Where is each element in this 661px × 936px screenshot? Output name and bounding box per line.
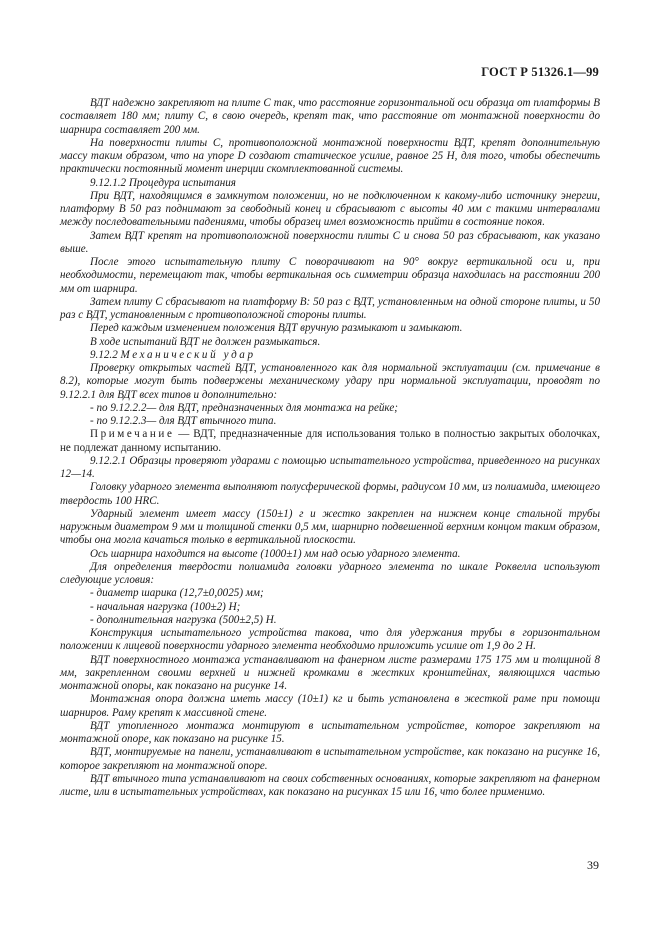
standard-header: ГОСТ Р 51326.1—99 [481, 65, 599, 79]
list-item: - дополнительная нагрузка (500±2,5) Н. [90, 613, 277, 626]
paragraph: Ось шарнира находится на высоте (1000±1) мм над осью ударного элемента. [90, 547, 461, 560]
section-heading [60, 349, 600, 362]
paragraph: Головку ударного элемента выполняют полусферической формы, радиусом 10 мм, из полиамида, имеющего твердость 100 HRC. [60, 481, 600, 507]
paragraph: На поверхности плиты С, противоположной монтажной поверхности ВДТ, крепят дополнительную массу таким образом, что на упоре D создают статическое усилие, равное 25 Н, для того, чтобы обеспечить практически постоянный момент инерции скомплектованной системы. [60, 136, 600, 176]
section-number: 9.12.2 [90, 348, 118, 361]
list-item: - по 9.12.2.3— для ВДТ втычного типа. [90, 415, 277, 427]
paragraph: В ходе испытаний ВДТ не должен размыкаться. [90, 335, 321, 348]
paragraph: При ВДТ, находящимся в замкнутом положении, но не подключенном к какому-либо источнику энергии, платформу В 50 раз поднимают за свободный конец и сбрасывают с высоты 40 мм с такими интервалами между последовательными падениями, чтобы образец имел возможность прийти в состояние покоя. [60, 189, 600, 229]
paragraph: Монтажная опора должна иметь массу (10±1) кг и быть установлена в жесткой раме при помощи шарниров. Раму крепят к массивной стене. [60, 693, 600, 719]
paragraph: Затем плиту С сбрасывают на платформу В: 50 раз с ВДТ, установленным на одной стороне плиты, и 50 раз с ВДТ, установленным с противоположной стороны плиты. [60, 295, 600, 321]
note-label: Примечание [90, 428, 175, 441]
note [60, 428, 600, 455]
paragraph: ВДТ, монтируемые на панели, устанавливают в испытательном устройстве, как показано на рисунке 16, которое закрепляют на монтажной опоре. [60, 746, 600, 772]
paragraph: После этого испытательную плиту С поворачивают на 90° вокруг вертикальной оси и, при необходимости, перемещают так, чтобы вертикальная ось симметрии образца находилась на расстоянии 200 мм от шарнира. [60, 256, 600, 295]
subsection-heading: 9.12.1.2 Процедура испытания [90, 176, 236, 189]
document-body [60, 97, 600, 799]
page-number: 39 [587, 858, 599, 872]
list-item: - начальная нагрузка (100±2) Н; [90, 600, 241, 613]
list-item: - диаметр шарика (12,7±0,0025) мм; [90, 587, 264, 600]
paragraph: ВДТ втычного типа устанавливают на своих собственных основаниях, которые закрепляют на фанерном листе, или в испытательных устройствах, как показано на рисунках 15 или 16, что более применимо. [60, 772, 600, 798]
paragraph: 9.12.2.1 Образцы проверяют ударами с помощью испытательного устройства, приведенного на рисунках 12—14. [60, 454, 600, 480]
note-text: — ВДТ, предназначенные для использования только в полностью закрытых оболочках, не подлежат данному испытанию. [60, 428, 600, 454]
paragraph: Ударный элемент имеет массу (150±1) г и жестко закреплен на нижнем конце стальной трубы наружным диаметром 9 мм и толщиной стенки 0,5 мм, шарнирно подвешенной верхним концом таким образом, чтобы она могла качаться только в вертикальной плоскости. [60, 507, 600, 547]
list-item: - по 9.12.2.2— для ВДТ, предназначенных для монтажа на рейке; [90, 401, 398, 414]
paragraph: ВДТ поверхностного монтажа устанавливают на фанерном листе размерами 175 175 мм и толщиной 8 мм, закрепленном своими верхней и нижней кромками в жестких кронштейнах, являющихся частью монтажной опоры, как показано на рисунке 14. [60, 653, 600, 692]
paragraph: Затем ВДТ крепят на противоположной поверхности плиты С и снова 50 раз сбрасывают, как указано выше. [60, 229, 600, 255]
paragraph: ВДТ надежно закрепляют на плите С так, что расстояние горизонтальной оси образца от платформы В составляет 180 мм; плиту С, в свою очередь, крепят так, что расстояние от монтажной поверхности до шарнира составляет 200 мм. [60, 97, 600, 136]
paragraph: ВДТ утопленного монтажа монтируют в испытательном устройстве, которое закрепляют на монтажной опоре, как показано на рисунке 15. [60, 719, 600, 745]
paragraph: Конструкция испытательного устройства такова, что для удержания трубы в горизонтальном положении к лицевой поверхности ударного элемента необходимо приложить усилие от 1,9 до 2 Н. [60, 627, 600, 653]
section-title: Механический удар [120, 348, 256, 361]
paragraph: Проверку открытых частей ВДТ, установленного как для нормальной эксплуатации (см. примечание в 8.2), которые могут быть подвержены механическому удару при нормальной эксплуатации, проводят по 9.12.2.1 для ВДТ всех типов и дополнительно: [60, 362, 600, 401]
paragraph: Для определения твердости полиамида головки ударного элемента по шкале Роквелла используют следующие условия: [60, 560, 600, 586]
paragraph: Перед каждым изменением положения ВДТ вручную размыкают и замыкают. [90, 322, 463, 335]
